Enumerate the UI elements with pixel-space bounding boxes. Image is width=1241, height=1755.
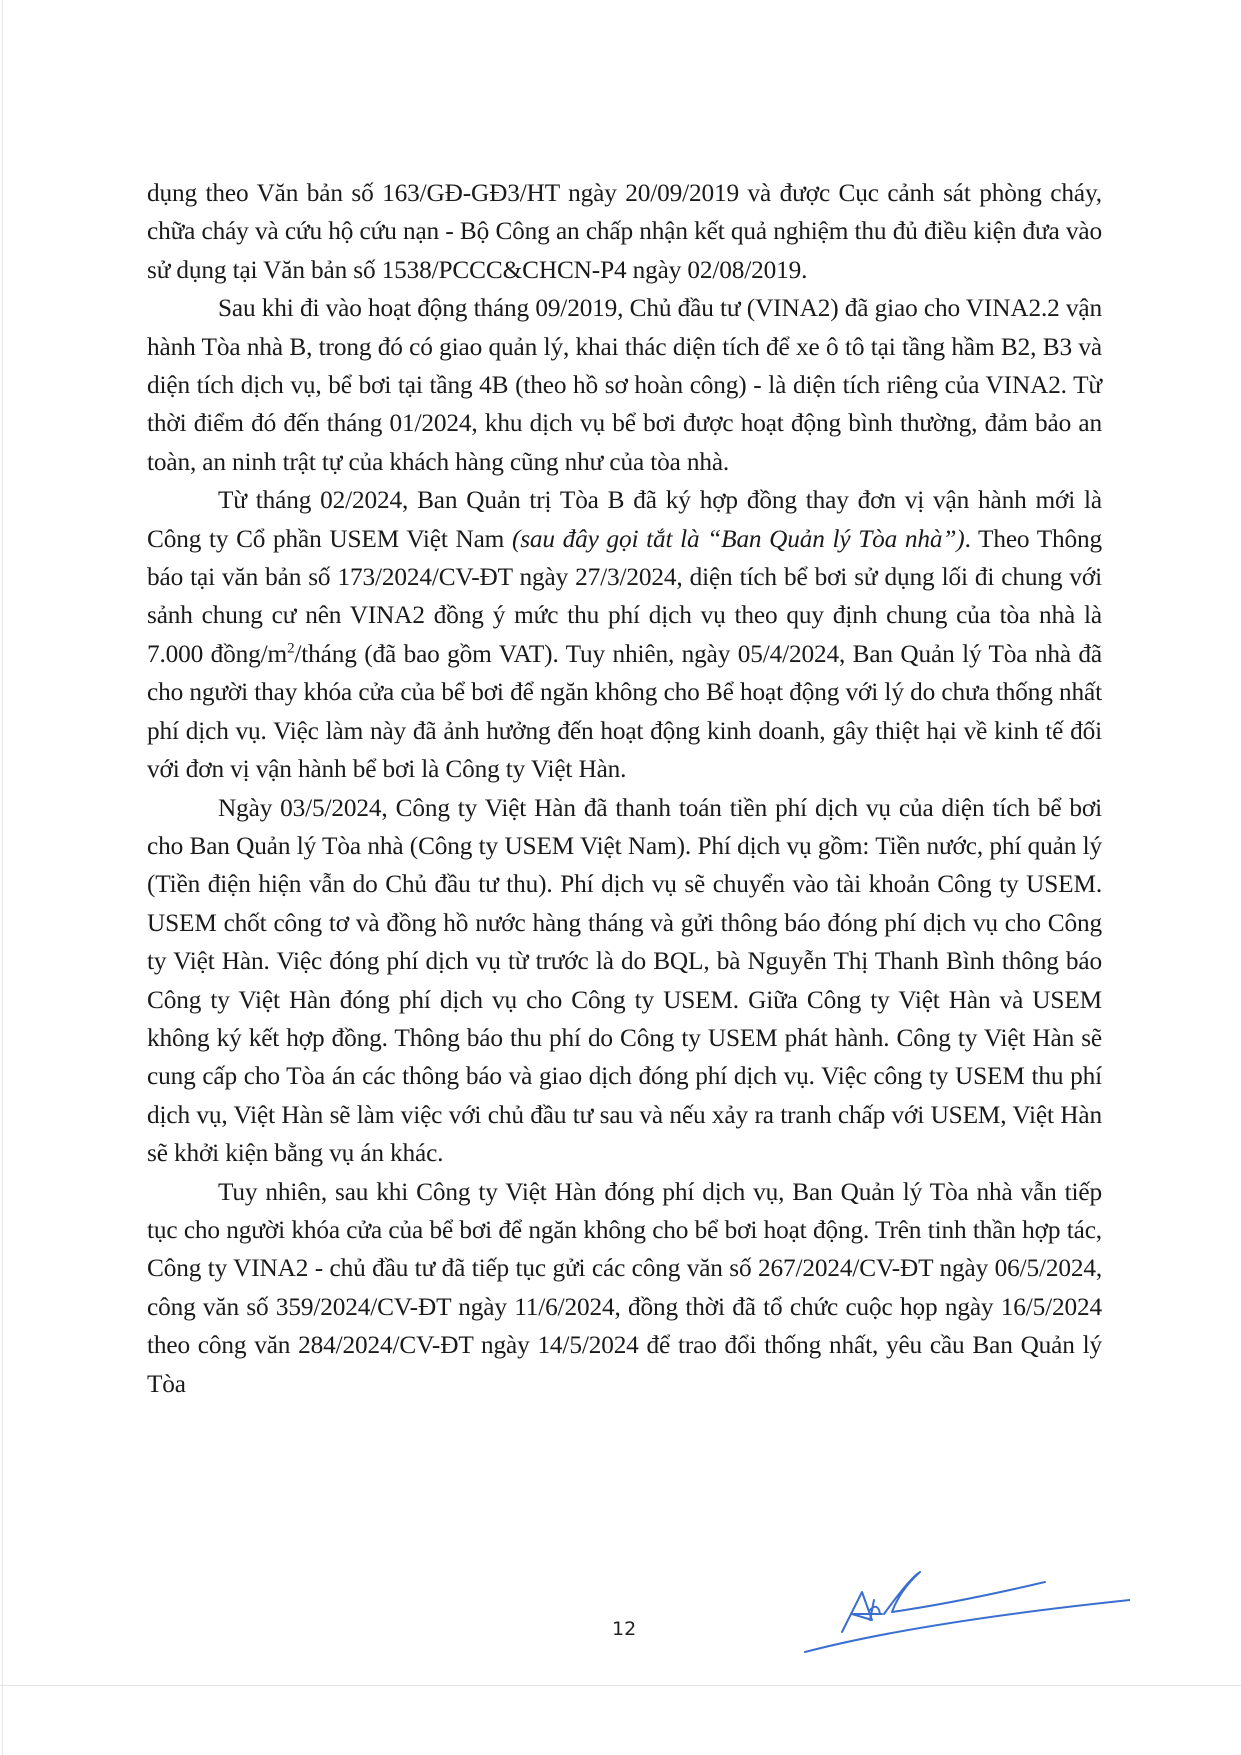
text-segment: Tuy nhiên, sau khi Công ty Việt Hàn đóng phí dịch vụ, Ban Quản lý Tòa nhà vẫn tiếp tục cho người khóa cửa của bể bơi để ngăn không cho bể bơi hoạt động. Trên tinh thần hợp tác, Công ty VINA2 - chủ đầu tư đã tiếp tục gửi các công văn số 267/2024/CV-ĐT ngày 06/5/2024, công văn số 359/2024/CV-ĐT ngày 11/6/2024, đồng thời đã tổ chức cuộc họp ngày 16/5/2024 theo công văn 284/2024/CV-ĐT ngày 14/5/2024 để trao đổi thống nhất, yêu cầu Ban Quản lý Tòa (147, 1177, 1102, 1398)
signature-icon (800, 1570, 1130, 1680)
paragraph-3 (147, 481, 1102, 788)
body-text (147, 174, 1102, 1403)
text-segment: Ngày 03/5/2024, Công ty Việt Hàn đã thanh toán tiền phí dịch vụ của diện tích bể bơi cho Ban Quản lý Tòa nhà (Công ty USEM Việt Nam). Phí dịch vụ gồm: Tiền nước, phí quản lý (Tiền điện hiện vẫn do Chủ đầu tư thu). Phí dịch vụ sẽ chuyển vào tài khoản Công ty USEM. USEM chốt công tơ và đồng hồ nước hàng tháng và gửi thông báo đóng phí dịch vụ cho Công ty Việt Hàn. Việc đóng phí dịch vụ từ trước là do BQL, bà Nguyễn Thị Thanh Bình thông báo Công ty Việt Hàn đóng phí dịch vụ cho Công ty USEM. Giữa Công ty Việt Hàn và USEM không ký kết hợp đồng. Thông báo thu phí do Công ty USEM phát hành. Công ty Việt Hàn sẽ cung cấp cho Tòa án các thông báo và giao dịch đóng phí dịch vụ. Việc công ty USEM thu phí dịch vụ, Việt Hàn sẽ làm việc với chủ đầu tư sau và nếu xảy ra tranh chấp với USEM, Việt Hàn sẽ khởi kiện bằng vụ án khác. (147, 793, 1102, 1168)
signature-stroke-c (884, 1572, 1045, 1614)
scan-edge-line (2, 0, 3, 1755)
italic-text: (sau đây gọi tắt là “Ban Quản lý Tòa nhà”) (511, 524, 965, 553)
superscript: 2 (287, 640, 295, 657)
footer-rule (0, 1685, 1241, 1686)
text-segment: /tháng (đã bao gồm VAT). Tuy nhiên, ngày 05/4/2024, Ban Quản lý Tòa nhà đã cho người thay khóa cửa của bể bơi để ngăn không cho Bể hoạt động với lý do chưa thống nhất phí dịch vụ. Việc làm này đã ảnh hưởng đến hoạt động kinh doanh, gây thiệt hại về kinh tế đối với đơn vị vận hành bể bơi là Công ty Việt Hàn. (147, 639, 1102, 784)
paragraph-2 (147, 289, 1102, 481)
text-segment: dụng theo Văn bản số 163/GĐ-GĐ3/HT ngày 20/09/2019 và được Cục cảnh sát phòng cháy, chữa cháy và cứu hộ cứu nạn - Bộ Công an chấp nhận kết quả nghiệm thu đủ điều kiện đưa vào sử dụng tại Văn bản số 1538/PCCC&CHCN-P4 ngày 02/08/2019. (147, 179, 1102, 284)
paragraph-1 (147, 174, 1102, 289)
text-segment: Sau khi đi vào hoạt động tháng 09/2019, Chủ đầu tư (VINA2) đã giao cho VINA2.2 vận hành Tòa nhà B, trong đó có giao quản lý, khai thác diện tích để xe ô tô tại tầng hầm B2, B3 và diện tích dịch vụ, bể bơi tại tầng 4B (theo hồ sơ hoàn công) - là diện tích riêng của VINA2. Từ thời điểm đó đến tháng 01/2024, khu dịch vụ bể bơi được hoạt động bình thường, đảm bảo an toàn, an ninh trật tự của khách hàng cũng như của tòa nhà. (147, 294, 1102, 476)
page-number: 12 (612, 1618, 637, 1640)
paragraph-4 (147, 789, 1102, 1173)
signature-stroke-b (870, 1600, 880, 1620)
text-segment: Từ tháng 02/2024, Ban Quản trị Tòa B đã ký hợp đồng thay đơn vị vận hành mới là Công ty Cổ phần USEM Việt Nam (147, 486, 1102, 553)
signature-stroke-a (842, 1592, 882, 1632)
text-segment: . Theo Thông báo tại văn bản số 173/2024/CV-ĐT ngày 27/3/2024, diện tích bể bơi sử dụng lối đi chung với sảnh chung cư nên VINA2 đồng ý mức thu phí dịch vụ theo quy định chung của tòa nhà là 7.000 đồng/m (147, 524, 1102, 668)
paragraph-5 (147, 1173, 1102, 1403)
